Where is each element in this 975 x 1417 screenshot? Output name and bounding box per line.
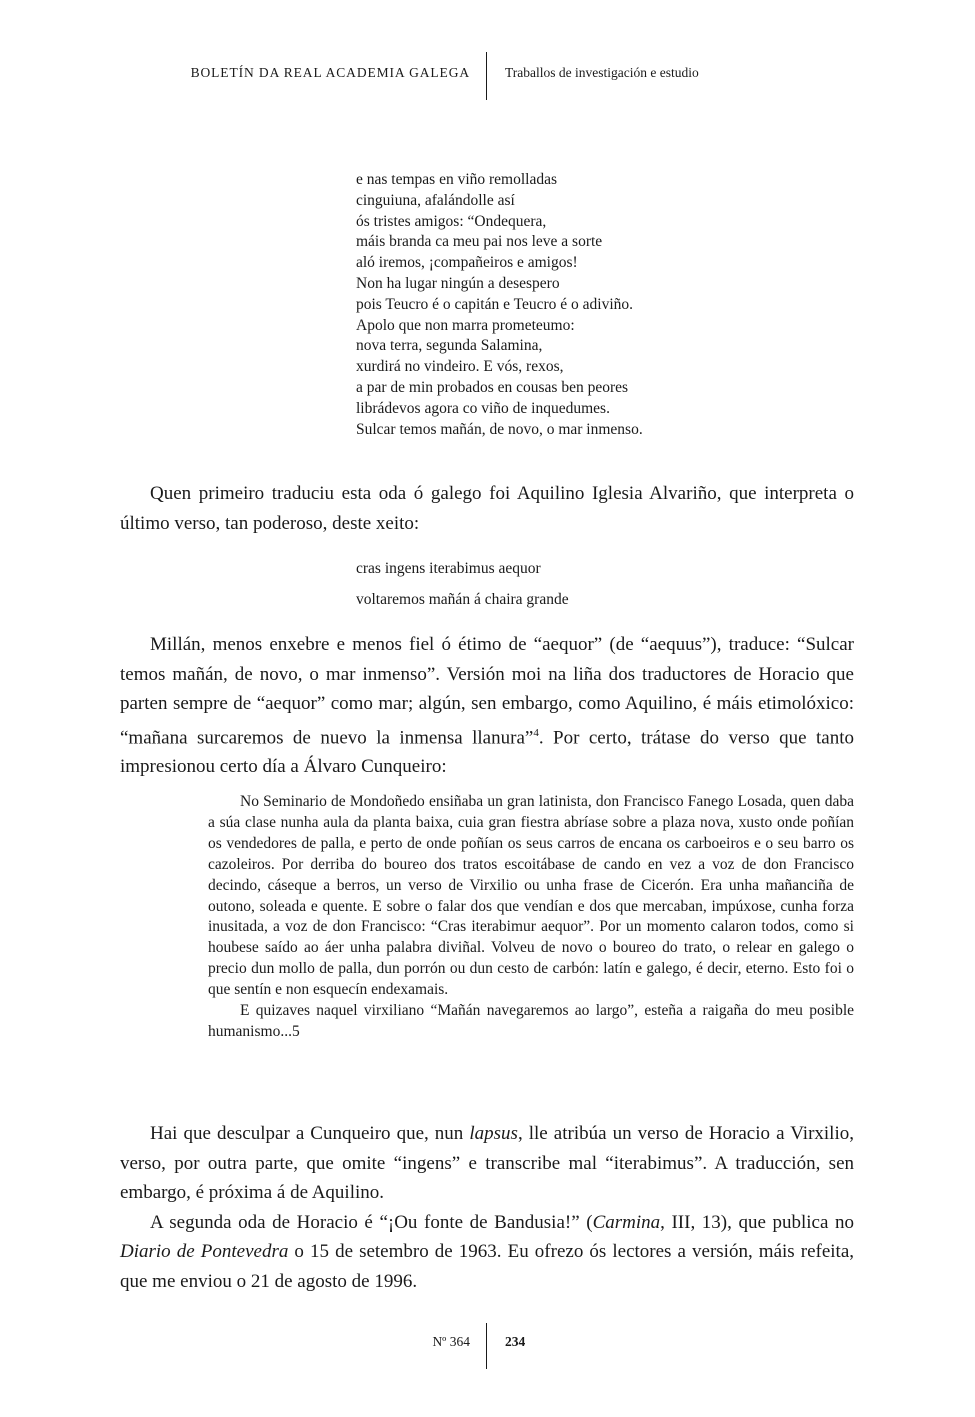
poem-line: xurdirá no vindeiro. E vós, rexos, [356,358,564,376]
paragraph-text [120,1208,854,1297]
italic-title: Carmina [592,1211,661,1233]
poem-line: máis branda ca meu pai nos leve a sorte [356,233,603,251]
block-quote-paragraph: No Seminario de Mondoñedo ensiñaba un gran latinista, don Francisco Fanego Losada, quen daba a súa clase nunha aula da planta baixa, cuia gran fiestra abríase sobre a plaza nova, xusto onde poñían os vendedores de palla, e perto de onde poñían os seus carros de encana os carboeiros e o seu barro os cazoleiros. Por derriba do boureo dos tratos escoitábase de cando en vez a voz de don Francisco decindo, cáseque a berros, un verso de Virxilio ou unha frase de Cicerón. Era unha mañanciña de outono, soleada e quente. E sobre o falar dos que vendían e dos que mercaban, impúxose, cunha forza inusitada, a voz de don Francisco: “Cras iterabimur aequor”. Por un momento calaron todos, como si houbese saído ao áer unha palabra diviñal. Volveu de novo o boureo do trato, o relear en galego o precio dun mollo de palla, dun porrón ou dun cesto de carbón: latín e galego, é decir, eterno. Esto foi o que sentín e non esquecín endexamais. [208,793,854,999]
poem-excerpt [356,170,643,440]
running-footer [0,1323,975,1369]
header-divider [486,52,487,100]
poem-line: Sulcar temos mañán, de novo, o mar inmenso. [356,420,643,438]
poem-line: cinguiuna, afalándolle así [356,191,515,209]
journal-title: BOLETÍN DA REAL ACADEMIA GALEGA [190,65,470,80]
text-run: , III, 13), que publica no [660,1211,854,1233]
italic-title: Diario de Pontevedra [120,1241,289,1262]
poem-line: a par de min probados en cousas ben peores [356,378,629,396]
poem-line: aló iremos, ¡compañeiros e amigos! [356,254,578,272]
paragraph-tail: . Por certo, trátase do verso que tanto impresionou certo día a Álvaro Cunqueiro: [120,726,854,778]
paragraph-text [120,630,854,782]
text-run: o 15 de setembro de 1963. Eu ofrezo ós lectores a versión, máis refeita, que me enviou o 21 de agosto de 1996. [120,1241,855,1292]
footnote-ref: 4 [533,726,539,739]
latin-quote [356,553,569,615]
poem-line: nova terra, segunda Salamina, [356,337,543,355]
section-title: Traballos de investigación e estudio [505,65,699,80]
paragraph-millan [120,630,854,782]
poem-line: Apolo que non marra prometeumo: [356,316,575,334]
text-run: , lle atribúa un verso de Horacio a Virxilio, verso, por outra parte, que omite “ingens” e transcribe mal “iterabimus”. A traducción, sen embargo, é próxima á de Aquilino. [120,1123,854,1203]
text-run: A segunda oda de Horacio é “¡Ou fonte de Bandusia!” ( [150,1211,593,1233]
poem-line: pois Teucro é o capitán e Teucro é o adiviño. [356,295,634,313]
block-quote-paragraph: E quizaves naquel virxiliano “Mañán navegaremos ao largo”, esteña a raigaña do meu posible humanismo...5 [208,1002,854,1040]
poem-line: librádevos agora co viño de inquedumes. [356,399,610,417]
paragraph-conclusion [120,1119,854,1296]
poem-line: ós tristes amigos: “Ondequera, [356,212,547,230]
text-run: Hai que desculpar a Cunqueiro que, nun [150,1123,470,1144]
issue-number: Nº 364 [432,1334,470,1349]
translation-line: voltaremos mañán á chaira grande [356,591,569,608]
latin-line: cras ingens iterabimus aequor [356,560,541,577]
poem-line: e nas tempas en viño remolladas [356,171,558,188]
page-number: 234 [505,1334,526,1349]
footer-divider [486,1323,487,1369]
paragraph-aquilino [120,479,854,538]
poem-line: Non ha lugar ningún a desespero [356,274,560,292]
paragraph-body: Millán, menos enxebre e menos fiel ó étimo de “aequor” (de “aequus”), traduce: “Sulcar temos mañán, de novo, o mar inmenso”. Versión moi na liña dos traductores de Horacio que parten sempre de “aequor” como mar; algún, sen embargo, como Aquilino, é máis etimolóxico: “mañana surcaremos de nuevo la inmensa llanura” [120,634,854,748]
italic-term: lapsus [469,1123,518,1144]
paragraph-text [120,1119,854,1208]
cunqueiro-block-quote [208,792,854,1043]
paragraph-text: Quen primeiro traduciu esta oda ó galego foi Aquilino Iglesia Alvariño, que interpreta o último verso, tan poderoso, deste xeito: [120,483,854,534]
running-header [0,52,975,100]
